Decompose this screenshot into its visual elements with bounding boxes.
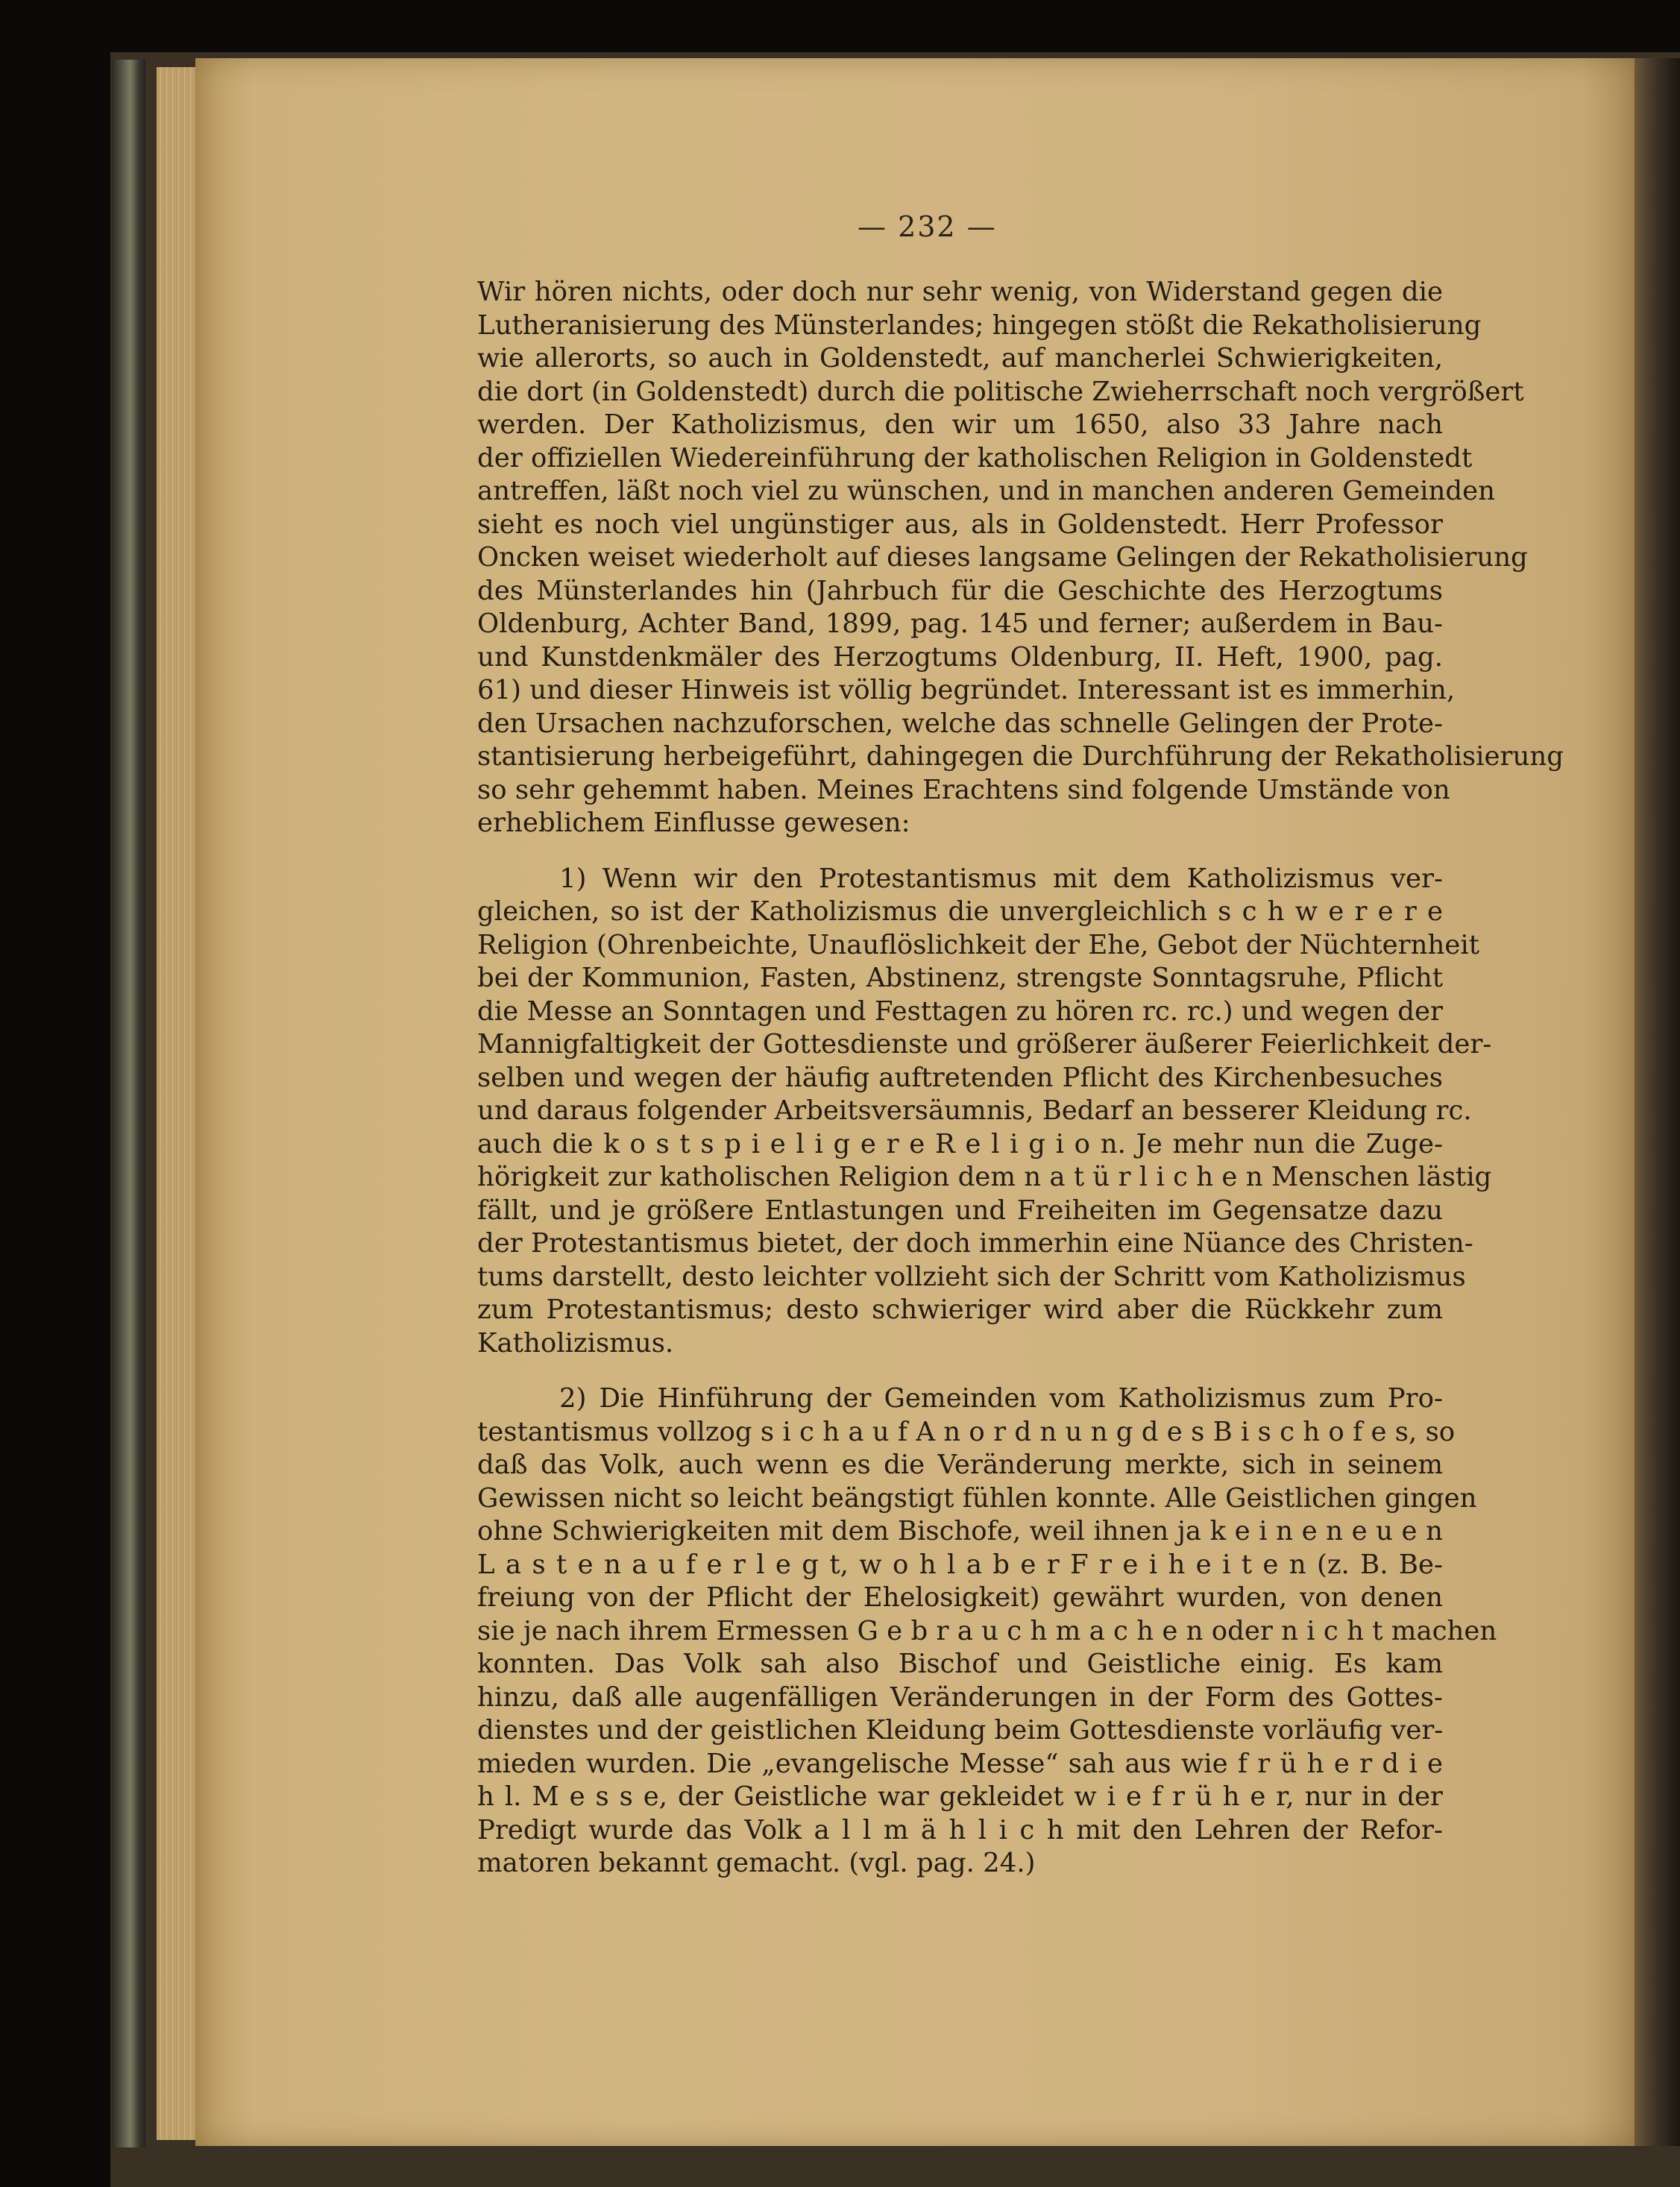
text-line: Oncken weiset wiederholt auf dieses langsame Gelingen der Rekatholisierung bbox=[477, 542, 1528, 573]
text-line: L a s t e n a u f e r l e g t, w o h l a b e r F r e i h e i t e n (z. B. Be- bbox=[477, 1549, 1443, 1580]
text-line: 61) und dieser Hinweis ist völlig begründet. Interessant ist es immerhin, bbox=[477, 675, 1456, 705]
text-line: sieht es noch viel ungünstiger aus, als in Goldenstedt. Herr Professor bbox=[477, 509, 1443, 540]
text-line: selben und wegen der häufig auftretenden Pflicht des Kirchenbesuches bbox=[477, 1062, 1443, 1093]
text-line: werden. Der Katholizismus, den wir um 1650, also 33 Jahre nach bbox=[477, 409, 1443, 440]
text-line: dienstes und der geistlichen Kleidung beim Gottesdienste vorläufig ver- bbox=[477, 1715, 1444, 1746]
text-line: Lutheranisierung des Münsterlandes; hingegen stößt die Rekatholisierung bbox=[477, 309, 1482, 341]
page-text bbox=[477, 276, 1564, 1881]
text-line: hörigkeit zur katholischen Religion dem n a t ü r l i c h e n Menschen lästig bbox=[477, 1162, 1492, 1192]
text-line: ohne Schwierigkeiten mit dem Bischofe, weil ihnen ja k e i n e n e u e n bbox=[477, 1516, 1443, 1546]
page-right-edge bbox=[1635, 58, 1680, 2146]
text-line: auch die k o s t s p i e l i g e r e R e l i g i o n. Je mehr nun die Zuge- bbox=[477, 1128, 1443, 1159]
text-line: erheblichem Einflusse gewesen: bbox=[477, 808, 910, 838]
text-line: die Messe an Sonntagen und Festtagen zu hören rc. rc.) und wegen der bbox=[477, 995, 1443, 1027]
text-line: 1) Wenn wir den Protestantismus mit dem Katholizismus ver- bbox=[559, 863, 1443, 894]
text-line: die dort (in Goldenstedt) durch die politische Zwieherrschaft noch vergrößert bbox=[477, 376, 1524, 407]
text-line: testantismus vollzog s i c h a u f A n o r d n u n g d e s B i s c h o f e s, so bbox=[477, 1416, 1456, 1447]
text-line: Wir hören nichts, oder doch nur sehr wenig, von Widerstand gegen die bbox=[477, 277, 1443, 307]
text-line: des Münsterlandes hin (Jahrbuch für die Geschichte des Herzogtums bbox=[477, 575, 1443, 606]
text-line: Predigt wurde das Volk a l l m ä h l i c h mit den Lehren der Refor- bbox=[477, 1814, 1443, 1845]
text-line: gleichen, so ist der Katholizismus die unvergleichlich s c h w e r e r e bbox=[477, 896, 1443, 927]
book-spine bbox=[112, 60, 145, 2147]
text-line: so sehr gehemmt haben. Meines Erachtens sind folgende Umstände von bbox=[477, 774, 1450, 805]
text-line: konnten. Das Volk sah also Bischof und Geistliche einig. Es kam bbox=[477, 1649, 1443, 1679]
text-line: Gewissen nicht so leicht beängstigt fühlen konnte. Alle Geistlichen gingen bbox=[477, 1482, 1477, 1514]
text-line: Mannigfaltigkeit der Gottesdienste und größerer äußerer Feierlichkeit der- bbox=[477, 1029, 1492, 1060]
text-line: 2) Die Hinführung der Gemeinden vom Katholizismus zum Pro- bbox=[559, 1383, 1443, 1414]
text-line: h l. M e s s e, der Geistliche war gekleidet w i e f r ü h e r, nur in der bbox=[477, 1781, 1443, 1812]
text-line: hinzu, daß alle augenfälligen Veränderungen in der Form des Gottes- bbox=[477, 1681, 1443, 1713]
text-line: und Kunstdenkmäler des Herzogtums Oldenburg, II. Heft, 1900, pag. bbox=[477, 641, 1443, 673]
paragraph-gap bbox=[477, 840, 1443, 863]
text-line: matoren bekannt gemacht. (vgl. pag. 24.) bbox=[477, 1848, 1036, 1878]
text-line: antreffen, läßt noch viel zu wünschen, und in manchen anderen Gemeinden bbox=[477, 476, 1495, 506]
text-line: freiung von der Pflicht der Ehelosigkeit) gewährt wurden, von denen bbox=[477, 1582, 1443, 1613]
text-line: Religion (Ohrenbeichte, Unauflöslichkeit der Ehe, Gebot der Nüchternheit bbox=[477, 929, 1479, 960]
text-line: mieden wurden. Die „evangelische Messe“ sah aus wie f r ü h e r d i e bbox=[477, 1748, 1443, 1779]
text-line: wie allerorts, so auch in Goldenstedt, auf mancherlei Schwierigkeiten, bbox=[477, 343, 1443, 374]
text-line: stantisierung herbeigeführt, dahingegen die Durchführung der Rekatholisierung bbox=[477, 741, 1564, 772]
text-line: Katholizismus. bbox=[477, 1327, 674, 1359]
text-line: zum Protestantismus; desto schwieriger wird aber die Rückkehr zum bbox=[477, 1294, 1443, 1325]
text-line: und daraus folgender Arbeitsversäumnis, Bedarf an besserer Kleidung rc. bbox=[477, 1095, 1472, 1126]
text-line: daß das Volk, auch wenn es die Veränderung merkte, sich in seinem bbox=[477, 1450, 1443, 1480]
text-line: sie je nach ihrem Ermessen G e b r a u c h m a c h e n oder n i c h t machen bbox=[477, 1615, 1497, 1646]
text-line: tums darstellt, desto leichter vollzieht sich der Schritt vom Katholizismus bbox=[477, 1261, 1466, 1292]
text-line: den Ursachen nachzuforschen, welche das schnelle Gelingen der Prote- bbox=[477, 708, 1443, 739]
text-line: fällt, und je größere Entlastungen und Freiheiten im Gegensatze dazu bbox=[477, 1195, 1443, 1226]
text-line: Oldenburg, Achter Band, 1899, pag. 145 und ferner; außerdem in Bau- bbox=[477, 608, 1443, 639]
text-line: bei der Kommunion, Fasten, Abstinenz, strengste Sonntagsruhe, Pflicht bbox=[477, 963, 1443, 993]
page-number: — 232 — bbox=[858, 210, 997, 243]
text-line: der offiziellen Wiedereinführung der katholischen Religion in Goldenstedt bbox=[477, 442, 1473, 473]
paragraph-gap bbox=[477, 1360, 1443, 1382]
page-edges bbox=[157, 67, 200, 2140]
text-line: der Protestantismus bietet, der doch immerhin eine Nüance des Christen- bbox=[477, 1228, 1473, 1259]
